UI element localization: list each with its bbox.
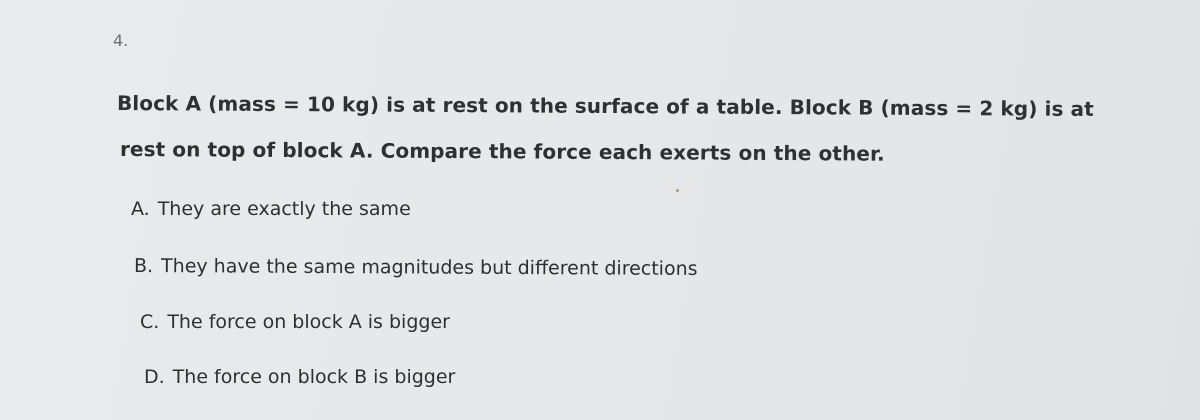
choice-text: They are exactly the same [157, 198, 411, 220]
answer-choice-b[interactable] [134, 255, 698, 280]
question-stem-line-1: Block A (mass = 10 kg) is at rest on the surface of a table. Block B (mass = 2 kg) is at [116, 91, 1094, 121]
question-stem-line-2: rest on top of block A. Compare the force each exerts on the other. [119, 137, 885, 166]
answer-choice-c[interactable] [140, 311, 450, 333]
question-number: 4. [113, 31, 129, 50]
answer-choice-d[interactable] [144, 366, 455, 388]
choice-letter: A. [131, 198, 150, 220]
choice-letter: C. [140, 311, 160, 333]
answer-choice-a[interactable] [131, 198, 411, 220]
choice-letter: D. [144, 366, 165, 388]
paper-speck [676, 189, 679, 192]
choice-text: The force on block A is bigger [167, 311, 450, 333]
choice-letter: B. [133, 255, 154, 278]
choice-text: The force on block B is bigger [172, 366, 456, 388]
choice-text: They have the same magnitudes but different directions [161, 255, 698, 280]
